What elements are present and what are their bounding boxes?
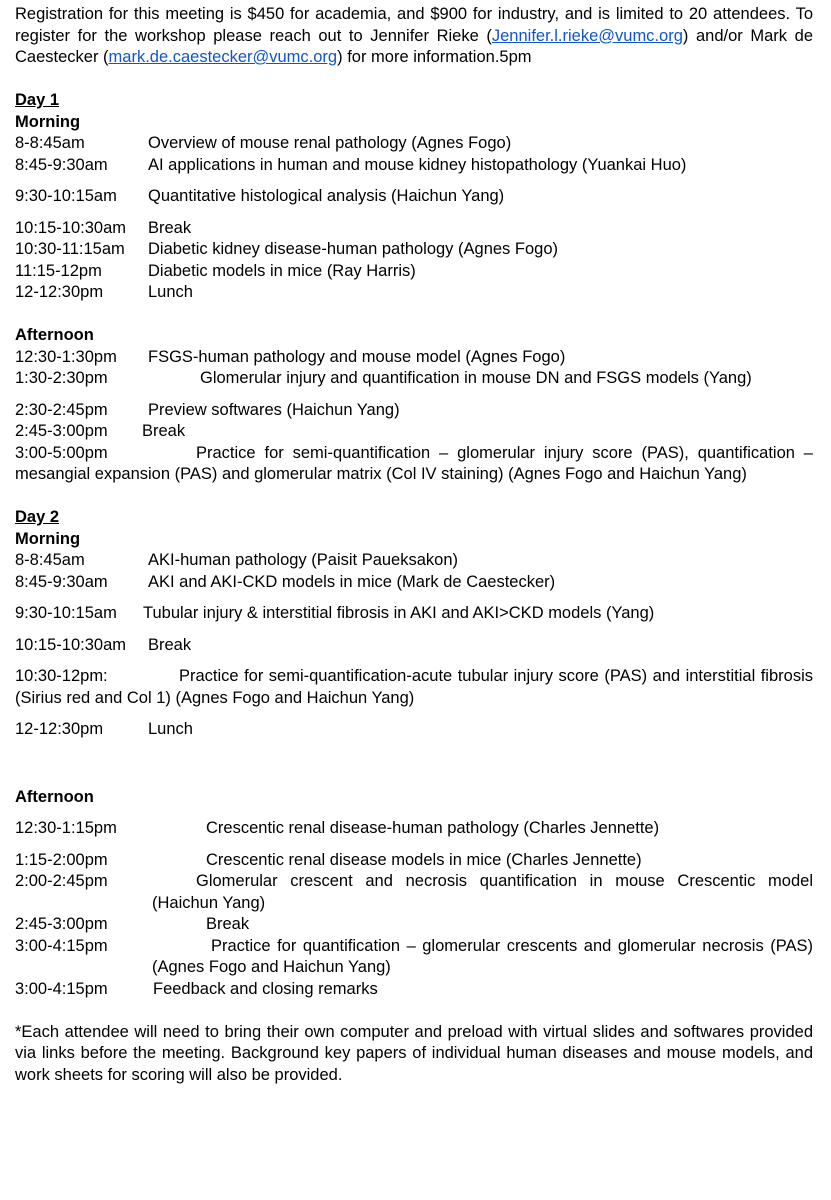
schedule-time: 8:45-9:30am — [15, 155, 108, 174]
schedule-row — [15, 603, 813, 625]
intro-text-middle: ) and/or Mark de Caestecker ( — [15, 26, 813, 66]
schedule-row — [15, 421, 813, 443]
schedule-row — [15, 818, 813, 840]
schedule-desc: Diabetic models in mice (Ray Harris) — [148, 261, 416, 280]
schedule-row — [15, 368, 813, 390]
schedule-row — [15, 218, 813, 240]
schedule-row — [15, 155, 813, 177]
day2-afternoon-heading: Afternoon — [15, 787, 94, 806]
schedule-row — [15, 914, 813, 936]
schedule-row — [15, 666, 813, 709]
schedule-time: 2:30-2:45pm — [15, 400, 108, 419]
schedule-desc: Break — [206, 915, 250, 933]
schedule-time: 11:15-12pm — [15, 261, 102, 280]
schedule-desc: Tubular injury & interstitial fibrosis in AKI and AKI>CKD models (Yang) — [143, 604, 655, 622]
document — [15, 4, 813, 1086]
day2-morning-heading: Morning — [15, 529, 81, 548]
schedule-row — [15, 347, 813, 369]
schedule-time: 10:30-11:15am — [15, 240, 125, 258]
footnote: *Each attendee will need to bring their own computer and preload with virtual slides and softwares provided via links before the meeting. Background key papers of individual human diseases and mouse models, and work sheets for scoring will also be provided. — [15, 1022, 813, 1084]
schedule-row — [15, 850, 813, 872]
day1-heading: Day 1 — [15, 91, 60, 109]
schedule-desc: Break — [148, 635, 192, 654]
schedule-time: 10:15-10:30am — [15, 635, 126, 654]
schedule-time: 12:30-1:15pm — [15, 819, 117, 837]
schedule-desc: AI applications in human and mouse kidney histopathology (Yuankai Huo) — [148, 155, 687, 174]
schedule-desc: AKI and AKI-CKD models in mice (Mark de Caestecker) — [148, 572, 556, 591]
schedule-desc: Diabetic kidney disease-human pathology (Agnes Fogo) — [148, 240, 558, 258]
schedule-row — [15, 572, 813, 594]
schedule-time: 2:45-3:00pm — [15, 915, 108, 933]
registration-paragraph — [15, 4, 813, 69]
schedule-row — [15, 936, 813, 979]
intro-text-before: Registration for this meeting is $450 for academia, and $900 for industry, and is limited to 20 attendees. To register for the workshop please reach out to Jennifer Rieke ( — [15, 5, 813, 45]
email-link-jennifer[interactable]: Jennifer.l.rieke@vumc.org — [491, 26, 683, 45]
schedule-desc: Break — [142, 422, 186, 440]
schedule-time: 12-12:30pm — [15, 283, 104, 301]
schedule-desc: Practice for semi-quantification-acute tubular injury score (PAS) and interstitial fibrosis (Sirius red and Col 1) (Agnes Fogo and Haichun Yang) — [15, 667, 813, 707]
schedule-time: 2:00-2:45pm — [15, 872, 108, 890]
schedule-time: 12-12:30pm — [15, 720, 104, 738]
schedule-time: 9:30-10:15am — [15, 187, 117, 205]
schedule-row — [15, 239, 813, 261]
schedule-time: 8-8:45am — [15, 551, 85, 569]
schedule-desc: Glomerular injury and quantification in mouse DN and FSGS models (Yang) — [200, 369, 752, 387]
schedule-time: 3:00-5:00pm — [15, 443, 108, 462]
schedule-desc: Lunch — [148, 720, 193, 738]
schedule-desc: Feedback and closing remarks — [153, 979, 378, 998]
schedule-desc: Lunch — [148, 283, 193, 301]
intro-text-after: ) for more information.5pm — [337, 48, 532, 66]
schedule-time: 12:30-1:30pm — [15, 347, 117, 366]
schedule-time: 3:00-4:15pm — [15, 979, 108, 998]
schedule-desc: Overview of mouse renal pathology (Agnes Fogo) — [148, 134, 512, 152]
schedule-row — [15, 550, 813, 572]
schedule-desc: AKI-human pathology (Paisit Paueksakon) — [148, 551, 459, 569]
schedule-row — [15, 719, 813, 741]
schedule-row — [15, 133, 813, 155]
schedule-row — [15, 979, 813, 1001]
schedule-desc: Glomerular crescent and necrosis quantification in mouse Crescentic model (Haichun Yang) — [152, 872, 813, 912]
schedule-row — [15, 186, 813, 208]
schedule-time: 8:45-9:30am — [15, 572, 108, 591]
schedule-time: 1:30-2:30pm — [15, 369, 108, 387]
email-link-mark[interactable]: mark.de.caestecker@vumc.org — [108, 48, 338, 66]
schedule-row — [15, 400, 813, 422]
day1-afternoon-heading: Afternoon — [15, 326, 94, 344]
schedule-row — [15, 871, 813, 914]
schedule-desc: Quantitative histological analysis (Haichun Yang) — [148, 187, 505, 205]
schedule-row — [15, 635, 813, 657]
schedule-time: 1:15-2:00pm — [15, 850, 108, 869]
schedule-row — [15, 443, 813, 486]
day2-heading: Day 2 — [15, 508, 60, 526]
schedule-desc: FSGS-human pathology and mouse model (Agnes Fogo) — [148, 347, 566, 366]
schedule-time: 9:30-10:15am — [15, 604, 117, 622]
schedule-desc: Practice for semi-quantification – glomerular injury score (PAS), quantification –mesangial expansion (PAS) and glomerular matrix (Col IV staining) (Agnes Fogo and Haichun Yang) — [15, 443, 813, 483]
schedule-desc: Preview softwares (Haichun Yang) — [148, 400, 400, 419]
schedule-desc: Crescentic renal disease models in mice (Charles Jennette) — [206, 850, 642, 869]
schedule-desc: Crescentic renal disease-human pathology (Charles Jennette) — [206, 819, 660, 837]
schedule-time: 3:00-4:15pm — [15, 936, 108, 955]
schedule-time: 10:30-12pm: — [15, 667, 108, 685]
schedule-time: 8-8:45am — [15, 134, 85, 152]
schedule-time: 2:45-3:00pm — [15, 422, 108, 440]
day1-morning-heading: Morning — [15, 112, 81, 131]
schedule-desc: Practice for quantification – glomerular crescents and glomerular necrosis (PAS) (Agnes Fogo and Haichun Yang) — [152, 936, 813, 976]
schedule-time: 10:15-10:30am — [15, 218, 126, 237]
schedule-row — [15, 282, 813, 304]
schedule-row — [15, 261, 813, 283]
schedule-desc: Break — [148, 218, 192, 237]
